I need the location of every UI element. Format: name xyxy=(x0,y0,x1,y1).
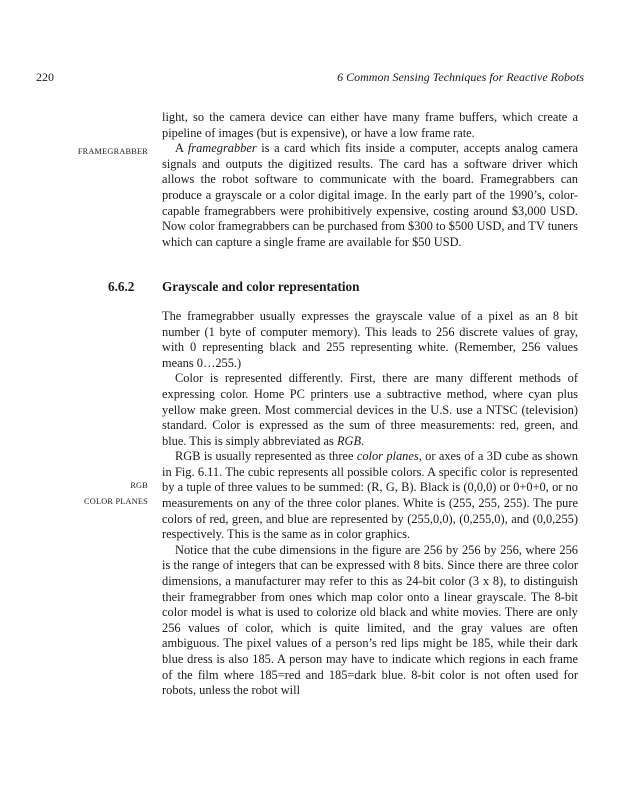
paragraph-color-planes xyxy=(162,449,578,543)
paragraph-text: Color is represented differently. First, there are many different methods of expressing color. Home PC printers use a subtractive method, where cyan plus yellow make green. Most commercial devices in the U.S. use a NTSC (television) standard. Color is expressed as the sum of three measurements: red, green, and blue. This is simply abbreviated as xyxy=(162,371,578,448)
term-rgb: RGB xyxy=(336,433,362,448)
paragraph-rest: , or axes of a 3D cube as shown in Fig. 6.11. The cubic represents all possible colors. A specific color is represented by a tuple of three values to be summed: (R, G, B). Black is (0,0,0) or 0+0+0, or no measurements on any of the three color planes. White is (255, 255, 255). The pure colors of red, green, and blue are represented by (255,0,0), (0,255,0), and (0,0,255) respectively. This is the same as in color graphics. xyxy=(162,449,578,542)
paragraph-color xyxy=(162,371,578,449)
section-heading xyxy=(108,279,578,295)
paragraph-grayscale: The framegrabber usually expresses the grayscale value of a pixel as an 8 bit number (1 byte of computer memory). This leads to 256 discrete values of gray, with 0 representing black and 255 representing white. (Remember, 256 values means 0…255.) xyxy=(162,308,578,370)
chapter-title: 6 Common Sensing Techniques for Reactive Robots xyxy=(337,70,584,84)
paragraph-rest: is a card which fits inside a computer, accepts analog camera signals and outputs the digitized results. The card has a software driver which allows the robot software to communicate with the board. Framegrabbers can produce a grayscale or a color digital image. In the early part of the 1990’s, color-capable framegrabbers were prohibitively expensive, costing around $3,000 USD. Now color framegrabbers can be purchased from $300 to $500 USD, and TV tuners which can capture a single frame are available for $50 USD. xyxy=(162,141,578,249)
margin-note-color-planes: COLOR PLANES xyxy=(84,497,148,506)
page-number: 220 xyxy=(36,70,54,84)
paragraph-lead: A xyxy=(175,141,188,156)
paragraph-cube: Notice that the cube dimensions in the figure are 256 by 256 by 256, where 256 is the range of integers that can be expressed with 8 bits. Since there are three color dimensions, a manufacturer may refer to this as 24-bit color (3 x 8), to distinguish their framegrabber from ones which map color onto a linear grayscale. The 8-bit color model is what is used to colorize old black and white movies. There are only 256 values of color, which is quite limited, and the gray values are often ambiguous. The pixel values of a person’s red lips might be 185, while their dark blue dress is also 185. A person may have to indicate which regions in each frame of the film where 185=red and 185=dark blue. 8-bit color is not often used for robots, unless the robot will xyxy=(162,542,578,698)
running-header xyxy=(36,70,584,85)
body-text xyxy=(108,110,578,699)
section-title: Grayscale and color representation xyxy=(162,279,360,295)
term-framegrabber: framegrabber xyxy=(187,141,257,156)
term-color-planes: color planes xyxy=(356,449,419,464)
paragraph-end: . xyxy=(361,433,365,448)
margin-note-rgb: RGB xyxy=(130,481,148,490)
section-number: 6.6.2 xyxy=(108,279,135,295)
margin-note-framegrabber: FRAMEGRABBER xyxy=(77,147,148,156)
paragraph-framegrabber xyxy=(162,141,578,250)
paragraph-continued: light, so the camera device can either have many frame buffers, which create a pipeline of images (but is expensive), or have a low frame rate. xyxy=(162,110,578,140)
paragraph-lead: RGB is usually represented as three xyxy=(175,449,357,464)
